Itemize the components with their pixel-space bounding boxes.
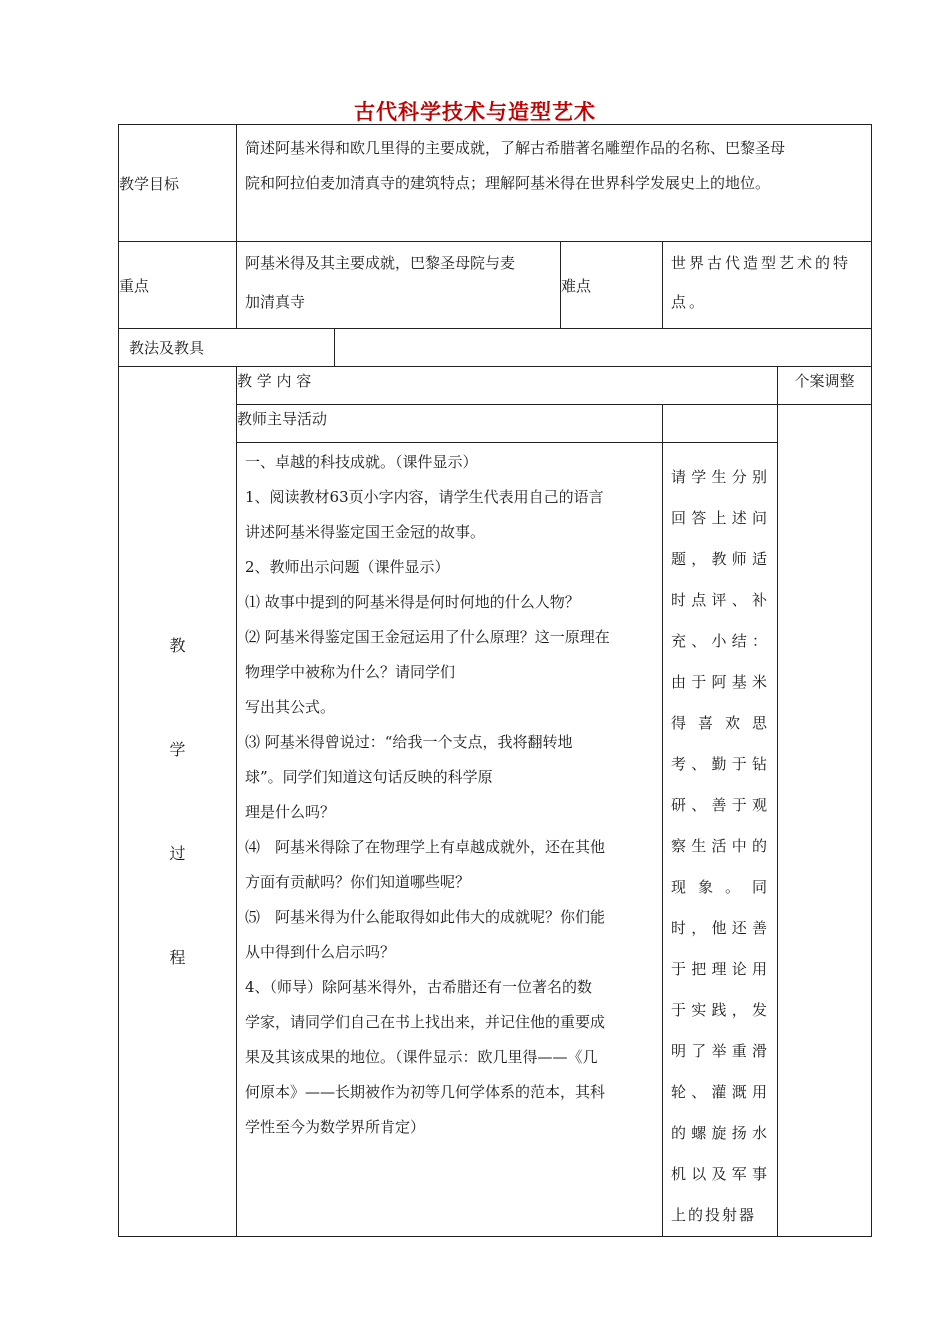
side-line: 充、小结： <box>671 632 769 650</box>
process-label <box>119 367 237 1237</box>
process-char: 过 <box>169 843 186 863</box>
content-line: 果及其该成果的地位。（课件显示：欧几里得——《几 <box>245 1048 598 1066</box>
side-line: 的螺旋扬水 <box>671 1124 769 1142</box>
side-line: 研、善于观 <box>671 796 769 814</box>
process-char: 程 <box>169 947 186 967</box>
objective-row <box>119 125 872 242</box>
side-line: 由于阿基米 <box>671 673 769 691</box>
adjust-cell <box>778 405 872 1237</box>
content-line: 何原本》——长期被作为初等几何学体系的范本，其科 <box>245 1083 606 1101</box>
process-char: 教 <box>169 635 186 655</box>
side-line: 于实践，发 <box>671 1001 769 1019</box>
side-line: 于把理论用 <box>671 960 769 978</box>
objective-cell <box>237 125 872 242</box>
difficulty-label: 难点 <box>561 242 663 329</box>
side-line: 时，他还善 <box>671 919 769 937</box>
side-line: 现象。同 <box>671 878 769 896</box>
content-line: ⑸ 阿基米得为什么能取得如此伟大的成就呢？你们能 <box>245 908 606 926</box>
content-line: 理是什么吗？ <box>245 803 336 821</box>
process-char: 学 <box>169 739 186 759</box>
content-line: 4、（师导）除阿基米得外，古希腊还有一位著名的数 <box>245 978 593 996</box>
side-line: 得喜欢思 <box>671 714 769 732</box>
content-lines <box>237 443 662 1145</box>
content-line: 方面有贡献吗？你们知道哪些呢？ <box>245 873 471 891</box>
content-line: 讲述阿基米得鉴定国王金冠的故事。 <box>245 523 486 541</box>
page-title: 古代科学技术与造型艺术 <box>354 99 596 124</box>
content-line: 1、阅读教材63页小字内容，请学生代表用自己的语言 <box>245 488 604 506</box>
objective-line: 简述阿基米得和欧几里得的主要成就，了解古希腊著名雕塑作品的名称、巴黎圣母 <box>245 139 786 157</box>
difficulty-line: 世界古代造型艺术的特 <box>671 254 852 272</box>
adjust-header: 个案调整 <box>778 367 872 405</box>
content-header-row <box>119 367 872 405</box>
method-cell <box>335 329 872 367</box>
content-line: 一、卓越的科技成就。（课件显示） <box>245 453 478 471</box>
method-label: 教法及教具 <box>119 329 335 367</box>
content-line: 写出其公式。 <box>245 698 336 716</box>
side-lines <box>663 443 777 1236</box>
side-line: 题，教师适 <box>671 550 769 568</box>
side-line: 上的投射器 <box>671 1206 757 1224</box>
student-content <box>663 443 778 1237</box>
content-line: ⑴ 故事中提到的阿基米得是何时何地的什么人物？ <box>245 593 580 611</box>
content-line: 2、教师出示问题（课件显示） <box>245 558 450 576</box>
objective-label: 教学目标 <box>119 125 237 242</box>
key-line: 阿基米得及其主要成就，巴黎圣母院与麦 <box>245 254 516 272</box>
method-row <box>119 329 872 367</box>
content-line: ⑶ 阿基米得曾说过：“给我一个支点，我将翻转地 <box>245 733 573 751</box>
content-line: ⑵ 阿基米得鉴定国王金冠运用了什么原理？这一原理在 <box>245 628 610 646</box>
content-line: 球”。同学们知道这句话反映的科学原 <box>245 768 493 786</box>
side-line: 明了举重滑 <box>671 1042 769 1060</box>
key-cell <box>237 242 561 329</box>
side-line: 机以及军事 <box>671 1165 769 1183</box>
side-line: 时点评、补 <box>671 591 769 609</box>
content-header <box>237 367 778 405</box>
teacher-content <box>237 443 663 1237</box>
objective-line: 院和阿拉伯麦加清真寺的建筑特点；理解阿基米得在世界科学发展史上的地位。 <box>245 174 771 192</box>
content-line: 学家，请同学们自己在书上找出来，并记住他的重要成 <box>245 1013 606 1031</box>
lesson-plan-table <box>118 124 872 1237</box>
content-line: ⑷ 阿基米得除了在物理学上有卓越成就外，还在其他 <box>245 838 606 856</box>
content-header-text: 教 学 内 容 <box>237 372 312 390</box>
teacher-activity-header: 教师主导活动 <box>237 405 663 443</box>
side-line: 轮、灌溉用 <box>671 1083 769 1101</box>
difficulty-cell <box>663 242 872 329</box>
difficulty-line: 点。 <box>671 293 708 311</box>
content-line: 物理学中被称为什么？请同学们 <box>245 663 456 681</box>
key-row <box>119 242 872 329</box>
content-line: 学性至今为数学界所肯定） <box>245 1118 426 1136</box>
side-line: 考、勤于钻 <box>671 755 769 773</box>
side-line: 请学生分别 <box>671 468 769 486</box>
content-line: 从中得到什么启示吗？ <box>245 943 396 961</box>
student-activity-header <box>663 405 778 443</box>
side-line: 察生活中的 <box>671 837 769 855</box>
key-line: 加清真寺 <box>245 293 306 311</box>
side-line: 回答上述问 <box>671 509 769 527</box>
key-label: 重点 <box>119 242 237 329</box>
